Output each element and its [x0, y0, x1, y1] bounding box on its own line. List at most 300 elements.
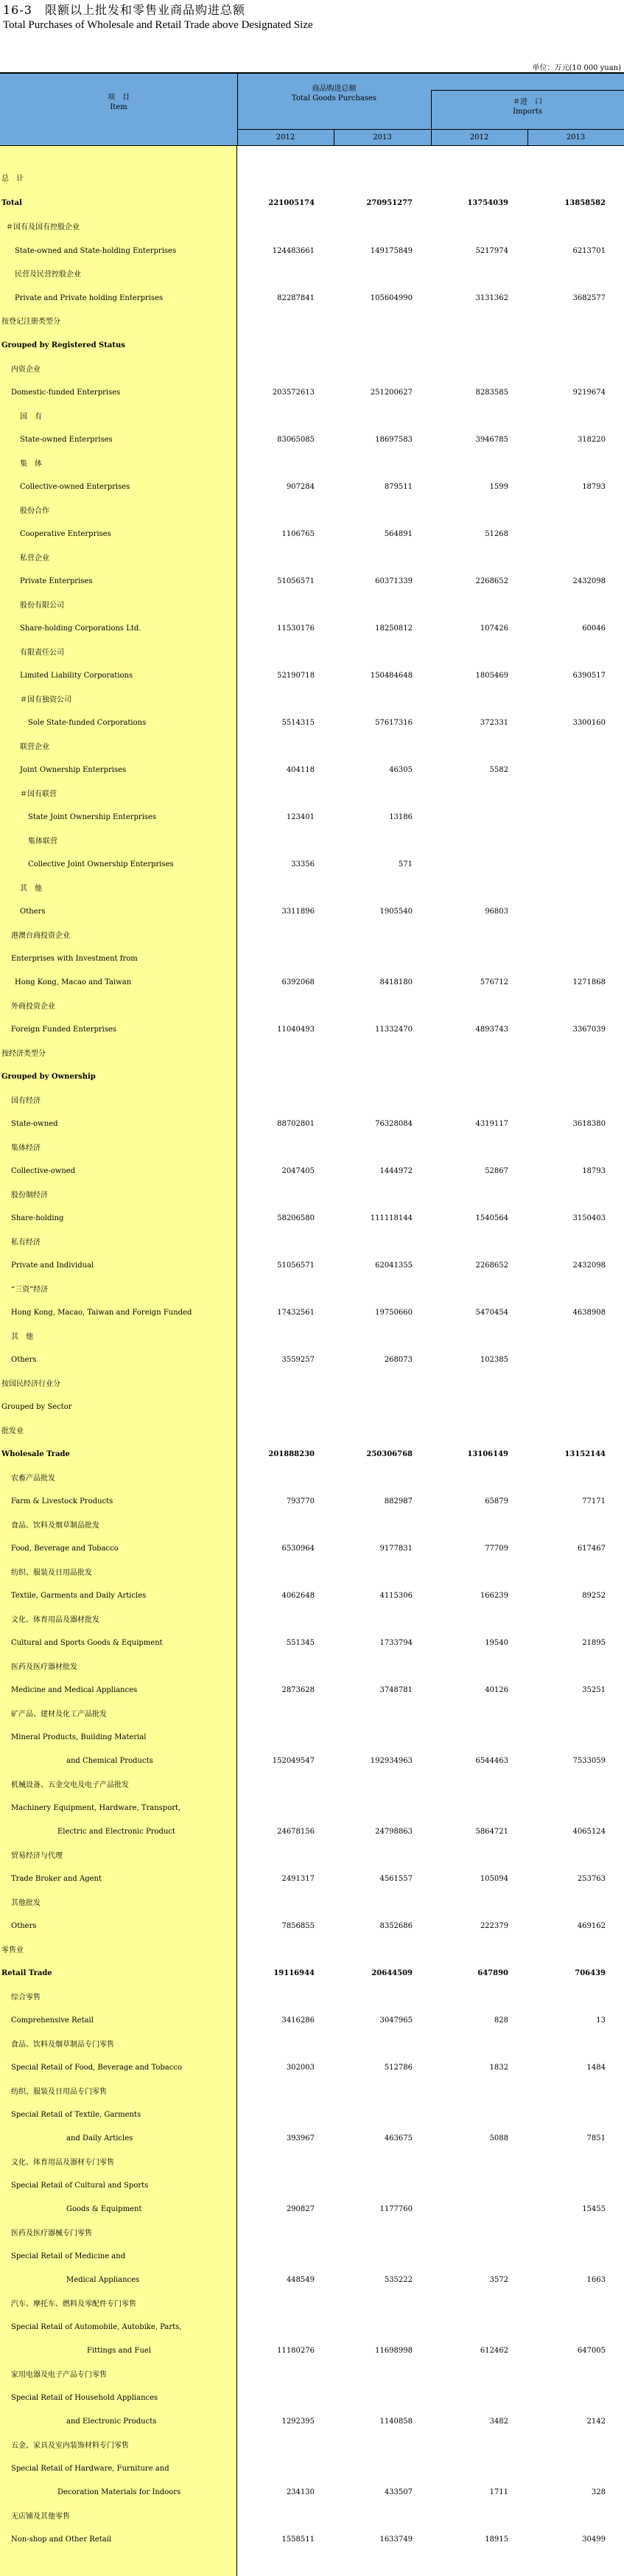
- row-label: 汽车、摩托车、燃料及零配件专门零售: [11, 2300, 136, 2308]
- table-row: [0, 695, 624, 706]
- row-value: 2873628: [281, 1686, 315, 1694]
- row-label: Others: [11, 1356, 37, 1364]
- table-row: [0, 2392, 624, 2404]
- table-row: [0, 2322, 624, 2333]
- row-value: 5514315: [281, 719, 315, 727]
- row-label: ＃国有及国有控股企业: [6, 223, 80, 232]
- row-label: 零售业: [1, 1946, 24, 1954]
- row-value: 24678156: [277, 1828, 315, 1836]
- row-label: 家用电器及电子产品专门零售: [11, 2371, 107, 2379]
- row-value: 3367039: [572, 1026, 606, 1034]
- table-row: [0, 953, 624, 965]
- row-label: Collective-owned: [11, 1167, 76, 1175]
- table-row: [0, 600, 624, 612]
- table-row: [0, 1780, 624, 1792]
- row-label: 港澳台商投资企业: [11, 932, 70, 940]
- row-value: 3416286: [281, 2016, 315, 2025]
- row-label: 股份制经济: [11, 1191, 48, 1200]
- row-label: 股份有限公司: [20, 602, 64, 610]
- row-value: 3047965: [379, 2016, 413, 2025]
- row-label: Farm & Livestock Products: [11, 1497, 113, 1505]
- row-value: 13858582: [564, 199, 606, 207]
- table-row: [0, 2204, 624, 2215]
- header-item: 项 目 Item: [108, 94, 130, 111]
- row-label: Machinery Equipment, Hardware, Transport,: [11, 1804, 181, 1812]
- row-value: 4638908: [572, 1309, 606, 1317]
- row-value: 828: [494, 2016, 508, 2025]
- row-value: 124483661: [272, 247, 315, 255]
- table-row: [0, 1402, 624, 1413]
- row-label: “三资”经济: [11, 1286, 49, 1294]
- row-value: 3559257: [281, 1356, 315, 1364]
- row-value: 18793: [582, 483, 606, 491]
- row-value: 512786: [384, 2064, 413, 2072]
- row-label: 矿产品、建材及化工产品批发: [11, 1710, 107, 1719]
- row-value: 1733794: [379, 1639, 413, 1647]
- row-label: 贸易经济与代理: [11, 1852, 63, 1860]
- table-row: [0, 1873, 624, 1885]
- table-row: [0, 1709, 624, 1721]
- row-label: Food, Beverage and Tobacco: [11, 1545, 119, 1553]
- row-value: 8283585: [475, 389, 508, 397]
- row-value: 3682577: [572, 294, 606, 302]
- row-value: 51056571: [277, 577, 315, 585]
- table-row: [0, 2370, 624, 2381]
- row-value: 13152144: [564, 1450, 606, 1458]
- row-value: 9219674: [572, 389, 606, 397]
- table-row: [0, 1379, 624, 1390]
- row-value: 4065124: [572, 1828, 606, 1836]
- row-value: 5864721: [475, 1828, 508, 1836]
- row-value: 15455: [582, 2205, 606, 2213]
- row-value: 111118144: [370, 1214, 413, 1222]
- row-value: 11530176: [277, 624, 315, 633]
- row-label: 内资企业: [11, 366, 41, 374]
- table-row: [0, 269, 624, 281]
- table-row: [0, 1968, 624, 1980]
- row-value: 1558511: [281, 2535, 315, 2544]
- table-row: [0, 812, 624, 824]
- row-label: 按登记注册类型分: [1, 318, 60, 326]
- table-row: [0, 459, 624, 470]
- row-value: 3150403: [572, 1214, 606, 1222]
- table-row: [0, 1826, 624, 1838]
- table-row: [0, 1590, 624, 1602]
- row-label: 批发业: [1, 1427, 24, 1435]
- row-value: 576712: [480, 978, 508, 986]
- row-value: 3482: [489, 2417, 508, 2426]
- row-label: 私营企业: [20, 554, 49, 563]
- row-value: 1905540: [379, 908, 413, 916]
- row-value: 571: [398, 860, 413, 868]
- row-label: Grouped by Sector: [1, 1403, 72, 1411]
- row-value: 234130: [286, 2488, 315, 2496]
- row-value: 6213701: [572, 247, 606, 255]
- row-value: 107426: [480, 624, 508, 633]
- row-label: 总 计: [1, 175, 24, 183]
- row-label: Sole State-funded Corporations: [28, 719, 147, 727]
- row-value: 2268652: [475, 577, 508, 585]
- row-label: Decoration Materials for Indoors: [57, 2488, 181, 2496]
- row-value: 33356: [291, 860, 315, 868]
- row-value: 11040493: [277, 1026, 315, 1034]
- row-value: 433507: [384, 2488, 413, 2496]
- row-value: 5470454: [475, 1309, 508, 1317]
- row-label: Share-holding Corporations Ltd.: [20, 624, 141, 633]
- row-label: 集 体: [20, 460, 42, 468]
- row-value: 89252: [582, 1592, 606, 1600]
- table-row: [0, 553, 624, 565]
- row-label: Joint Ownership Enterprises: [20, 766, 127, 774]
- row-value: 3946785: [475, 436, 508, 444]
- row-value: 201888230: [268, 1450, 315, 1458]
- row-value: 82287841: [277, 294, 315, 302]
- divider: [431, 90, 624, 91]
- row-value: 11180276: [277, 2347, 315, 2355]
- row-value: 318220: [577, 436, 606, 444]
- table-row: [0, 1473, 624, 1485]
- table-row: [0, 1213, 624, 1225]
- table-row: [0, 2440, 624, 2452]
- table-row: [0, 1284, 624, 1296]
- table-row: [0, 529, 624, 540]
- table-row: [0, 1001, 624, 1013]
- row-value: 882987: [384, 1497, 413, 1505]
- row-value: 105604990: [370, 294, 413, 302]
- row-value: 60046: [582, 624, 606, 633]
- row-value: 13754039: [467, 199, 508, 207]
- row-label: Special Retail of Automobile, Autobike, Parts,: [11, 2323, 182, 2331]
- row-value: 65879: [485, 1497, 508, 1505]
- row-value: 152049547: [272, 1757, 315, 1765]
- row-value: 1805469: [475, 672, 508, 680]
- row-label: 综合零售: [11, 1994, 41, 2002]
- row-value: 251200627: [370, 389, 413, 397]
- row-label: 纺织、服装及日用品专门零售: [11, 2088, 107, 2096]
- row-label: 纺织、服装及日用品批发: [11, 1569, 92, 1577]
- row-label: Special Retail of Cultural and Sports: [11, 2182, 149, 2190]
- table-row: [0, 1567, 624, 1579]
- row-value: 328: [591, 2488, 606, 2496]
- row-value: 2142: [586, 2417, 606, 2426]
- table-row: [0, 2511, 624, 2523]
- row-value: 2432098: [572, 1261, 606, 1270]
- header-total: 商品购进总额 Total Goods Purchases: [291, 85, 377, 102]
- row-label: Special Retail of Medicine and: [11, 2252, 126, 2260]
- row-value: 6392068: [281, 978, 315, 986]
- row-value: 62041355: [375, 1261, 413, 1270]
- row-value: 102385: [480, 1356, 508, 1364]
- table-row: [0, 2274, 624, 2286]
- row-label: State Joint Ownership Enterprises: [28, 813, 157, 821]
- row-value: 404118: [286, 766, 315, 774]
- table-row: [0, 1662, 624, 1674]
- row-value: 58206580: [277, 1214, 315, 1222]
- table-row: [0, 481, 624, 493]
- table-row: [0, 2345, 624, 2357]
- row-label: Others: [11, 1922, 37, 1930]
- row-label: and Chemical Products: [66, 1757, 153, 1765]
- row-label: Private and Private holding Enterprises: [15, 294, 164, 302]
- row-value: 8418180: [379, 978, 413, 986]
- row-label: Collective-owned Enterprises: [20, 483, 130, 491]
- table-row: [0, 789, 624, 801]
- row-label: 食品、饮料及烟草制品批发: [11, 1522, 99, 1530]
- row-value: 2268652: [475, 1261, 508, 1270]
- row-label: 有限责任公司: [20, 649, 64, 657]
- table-row: [0, 2039, 624, 2051]
- row-label: 五金、家具及室内装饰材料专门零售: [11, 2442, 129, 2450]
- row-value: 463675: [384, 2134, 413, 2142]
- row-label: 按经济类型分: [1, 1050, 46, 1058]
- row-value: 51056571: [277, 1261, 315, 1270]
- row-value: 192934963: [370, 1757, 413, 1765]
- table-row: [0, 623, 624, 635]
- table-row: [0, 1307, 624, 1319]
- table-row: [0, 1898, 624, 1910]
- row-value: 60371339: [375, 577, 413, 585]
- row-label: State-owned: [11, 1120, 58, 1128]
- table-row: [0, 1143, 624, 1155]
- table-row: [0, 717, 624, 729]
- row-label: Cultural and Sports Goods & Equipment: [11, 1639, 163, 1647]
- row-label: Trade Broker and Agent: [11, 1875, 102, 1883]
- row-label: State-owned and State-holding Enterprises: [15, 247, 177, 255]
- row-value: 150484648: [370, 672, 413, 680]
- table-row: [0, 1992, 624, 2004]
- table-row: [0, 883, 624, 895]
- title-cn: 16-3 限额以上批发和零售业商品购进总额: [3, 3, 245, 17]
- row-value: 5582: [489, 766, 508, 774]
- row-value: 1663: [586, 2276, 606, 2284]
- table-row: [0, 411, 624, 423]
- table-row: [0, 293, 624, 304]
- table-row: [0, 222, 624, 234]
- table-row: [0, 2133, 624, 2145]
- row-label: Foreign Funded Enterprises: [11, 1026, 117, 1034]
- row-value: 13: [596, 2016, 606, 2025]
- row-value: 564891: [384, 530, 413, 538]
- row-label: 联营企业: [20, 743, 49, 751]
- row-value: 3300160: [572, 719, 606, 727]
- row-value: 221005174: [268, 199, 315, 207]
- row-value: 4561557: [379, 1875, 413, 1883]
- row-value: 1484: [586, 2064, 606, 2072]
- row-value: 4319117: [475, 1120, 508, 1128]
- row-value: 4062648: [281, 1592, 315, 1600]
- row-label: Medical Appliances: [66, 2276, 140, 2284]
- table-row: [0, 1096, 624, 1107]
- row-label: Mineral Products, Building Material: [11, 1733, 147, 1741]
- row-label: Grouped by Registered Status: [1, 341, 125, 349]
- divider: [237, 72, 238, 146]
- row-value: 149175849: [370, 247, 413, 255]
- row-value: 203572613: [272, 389, 315, 397]
- divider: [237, 129, 624, 130]
- row-value: 57617316: [375, 719, 413, 727]
- row-label: Share-holding: [11, 1214, 64, 1222]
- table-row: [0, 506, 624, 518]
- row-value: 18697583: [375, 436, 413, 444]
- table-row: [0, 836, 624, 848]
- row-value: 1633749: [379, 2535, 413, 2544]
- row-label: ＃国有独资公司: [20, 696, 71, 704]
- row-value: 3748781: [379, 1686, 413, 1694]
- table-row: [0, 1048, 624, 1060]
- row-label: Private and Individual: [11, 1261, 94, 1270]
- row-label: 股份合作: [20, 507, 49, 515]
- row-value: 222379: [480, 1922, 508, 1930]
- row-label: Goods & Equipment: [66, 2205, 142, 2213]
- table-row: [0, 2487, 624, 2499]
- table-row: [0, 2086, 624, 2098]
- table-row: [0, 2015, 624, 2027]
- row-label: Special Retail of Textile, Garments: [11, 2111, 141, 2119]
- row-label: Special Retail of Food, Beverage and Tobacco: [11, 2064, 182, 2072]
- row-label: 民营及民营控股企业: [15, 271, 81, 279]
- row-value: 13186: [389, 813, 413, 821]
- table-row: [0, 1071, 624, 1083]
- table-row: [0, 1615, 624, 1626]
- table-row: [0, 742, 624, 753]
- table-row: [0, 1520, 624, 1532]
- row-value: 4115306: [379, 1592, 413, 1600]
- row-value: 24798863: [375, 1828, 413, 1836]
- table-header: [0, 72, 624, 146]
- row-label: 国 有: [20, 413, 42, 421]
- row-value: 166239: [480, 1592, 508, 1600]
- row-value: 3618380: [572, 1120, 606, 1128]
- row-label: ＃国有联营: [20, 790, 57, 798]
- table-row: [0, 2534, 624, 2546]
- row-value: 268073: [384, 1356, 413, 1364]
- table-row: [0, 930, 624, 942]
- row-value: 647890: [477, 1969, 508, 1977]
- row-label: and Electronic Products: [66, 2417, 157, 2426]
- row-value: 76328084: [375, 1120, 413, 1128]
- table-row: [0, 1732, 624, 1744]
- table-row: [0, 1237, 624, 1249]
- row-label: 国有经济: [11, 1097, 41, 1105]
- table-row: [0, 434, 624, 446]
- row-value: 52867: [485, 1167, 508, 1175]
- row-label: Private Enterprises: [20, 577, 93, 585]
- unit-note: 单位：万元(10 000 yuan): [532, 64, 621, 72]
- row-value: 83065085: [277, 436, 315, 444]
- row-value: 21895: [582, 1639, 606, 1647]
- table-row: [0, 2251, 624, 2263]
- row-value: 46305: [389, 766, 413, 774]
- row-label: Grouped by Ownership: [1, 1073, 96, 1081]
- row-label: 文化、体育用品及器材专门零售: [11, 2159, 114, 2167]
- row-value: 2432098: [572, 577, 606, 585]
- row-value: 469162: [577, 1922, 606, 1930]
- row-value: 18915: [485, 2535, 508, 2544]
- row-value: 40126: [485, 1686, 508, 1694]
- row-value: 6390517: [572, 672, 606, 680]
- row-value: 6544463: [475, 1757, 508, 1765]
- row-label: Fittings and Fuel: [87, 2347, 152, 2355]
- row-label: 私有经济: [11, 1239, 41, 1247]
- table-row: [0, 1543, 624, 1555]
- divider: [527, 129, 528, 146]
- header-year: 2013: [373, 133, 392, 142]
- table-row: [0, 1945, 624, 1957]
- row-value: 270951277: [366, 199, 413, 207]
- row-value: 51268: [485, 530, 508, 538]
- row-value: 1292395: [281, 2417, 315, 2426]
- table-row: [0, 1496, 624, 1508]
- table-row: [0, 1260, 624, 1272]
- row-label: Limited Liability Corporations: [20, 672, 133, 680]
- row-value: 1177760: [379, 2205, 413, 2213]
- row-value: 105094: [480, 1875, 508, 1883]
- row-label: Special Retail of Hardware, Furniture and: [11, 2465, 169, 2473]
- row-value: 1711: [489, 2488, 508, 2496]
- row-label: Enterprises with Investment from: [11, 955, 138, 963]
- table-row: [0, 1426, 624, 1438]
- row-value: 35251: [582, 1686, 606, 1694]
- header-year: 2012: [276, 133, 295, 142]
- row-value: 1599: [489, 483, 508, 491]
- row-label: Comprehensive Retail: [11, 2016, 94, 2025]
- row-value: 907284: [286, 483, 315, 491]
- row-label: Collective Joint Ownership Enterprises: [28, 860, 174, 868]
- row-label: Non-shop and Other Retail: [11, 2535, 112, 2544]
- row-label: 食品、饮料及烟草制品专门零售: [11, 2041, 114, 2049]
- divider: [431, 90, 432, 146]
- table-row: [0, 1190, 624, 1202]
- table-row: [0, 2299, 624, 2311]
- table-row: [0, 1118, 624, 1130]
- row-value: 11332470: [375, 1026, 413, 1034]
- row-value: 77171: [582, 1497, 606, 1505]
- row-label: 其他批发: [11, 1899, 41, 1907]
- row-value: 1106765: [281, 530, 315, 538]
- table-row: [0, 2228, 624, 2240]
- table-row: [0, 1024, 624, 1036]
- row-value: 52190718: [277, 672, 315, 680]
- table-row: [0, 2157, 624, 2169]
- row-label: 农畜产品批发: [11, 1475, 55, 1483]
- row-value: 535222: [384, 2276, 413, 2284]
- row-label: 集体联营: [28, 838, 57, 846]
- table-row: [0, 1449, 624, 1461]
- row-value: 17432561: [277, 1309, 315, 1317]
- row-value: 2491317: [281, 1875, 315, 1883]
- row-value: 1271868: [572, 978, 606, 986]
- row-value: 793770: [286, 1497, 315, 1505]
- table-row: [0, 670, 624, 682]
- table-row: [0, 198, 624, 209]
- title-en: Total Purchases of Wholesale and Retail Trade above Designated Size: [3, 19, 313, 31]
- row-value: 7533059: [572, 1757, 606, 1765]
- row-label: Medicine and Medical Appliances: [11, 1686, 138, 1694]
- row-value: 9177831: [379, 1545, 413, 1553]
- row-value: 551345: [286, 1639, 315, 1647]
- table-row: [0, 1331, 624, 1343]
- table-row: [0, 1637, 624, 1649]
- header-imports: ＃进 口 Imports: [513, 98, 542, 116]
- row-value: 290827: [286, 2205, 315, 2213]
- table-row: [0, 906, 624, 918]
- row-value: 612462: [480, 2347, 508, 2355]
- row-value: 2047405: [281, 1167, 315, 1175]
- table-row: [0, 1921, 624, 1932]
- table-row: [0, 246, 624, 257]
- row-value: 3572: [489, 2276, 508, 2284]
- table-row: [0, 387, 624, 399]
